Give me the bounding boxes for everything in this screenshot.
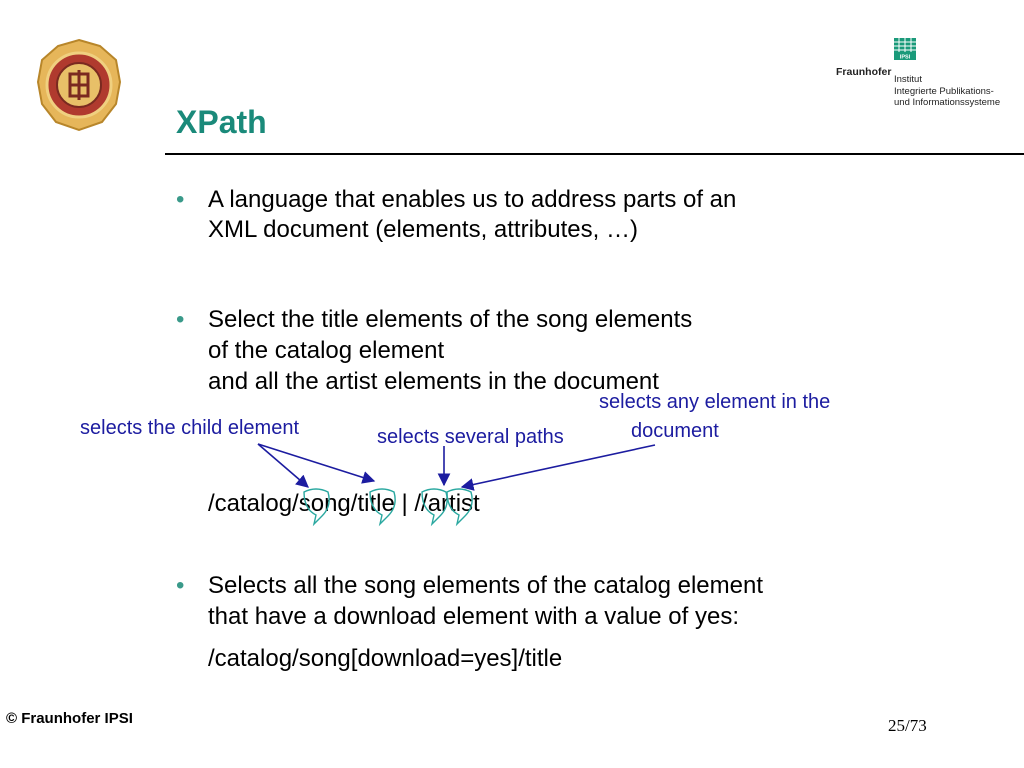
annotation-several-paths: selects several paths xyxy=(377,426,564,448)
xpath-example-1: /catalog/song/title | //artist xyxy=(208,490,480,517)
page-number: 25/73 xyxy=(888,716,927,735)
arrow-child-2 xyxy=(258,444,374,481)
bullet-2-line-3: and all the artist elements in the document xyxy=(208,368,659,395)
fraunhofer-ipsi-logo xyxy=(836,38,1006,112)
institute-line-3: und Informationssysteme xyxy=(894,97,1001,108)
xpath-example-2: /catalog/song[download=yes]/title xyxy=(208,645,563,672)
bullet-marker: • xyxy=(176,186,185,213)
arrow-any-element xyxy=(462,445,655,487)
title-divider xyxy=(165,153,1024,155)
annotation-any-element-line-1: selects any element in the xyxy=(599,391,831,413)
ipsi-grid-icon xyxy=(894,38,916,60)
university-seal-logo xyxy=(36,38,122,132)
ipsi-mark-text: IPSI xyxy=(899,54,911,60)
slide-title: XPath xyxy=(176,104,267,140)
bullet-1-line-2: XML document (elements, attributes, …) xyxy=(208,216,638,243)
bullet-2-line-1: Select the title elements of the song elements xyxy=(208,306,693,333)
bullet-3-line-1: Selects all the song elements of the catalog element xyxy=(208,572,763,599)
bullet-2-line-2: of the catalog element xyxy=(208,337,445,364)
bullet-marker: • xyxy=(176,306,185,333)
footer-copyright: © Fraunhofer IPSI xyxy=(6,710,133,727)
annotation-any-element-line-2: document xyxy=(631,420,719,442)
institute-line-1: Institut xyxy=(894,74,922,85)
bullet-1-line-1: A language that enables us to address parts of an xyxy=(208,186,737,213)
institute-line-2: Integrierte Publikations- xyxy=(894,86,994,97)
bullet-marker: • xyxy=(176,572,185,599)
arrow-child-1 xyxy=(258,444,308,487)
annotation-child-element: selects the child element xyxy=(80,417,300,439)
bullet-3-line-2: that have a download element with a value of yes: xyxy=(208,603,739,630)
fraunhofer-name: Fraunhofer xyxy=(836,66,892,78)
